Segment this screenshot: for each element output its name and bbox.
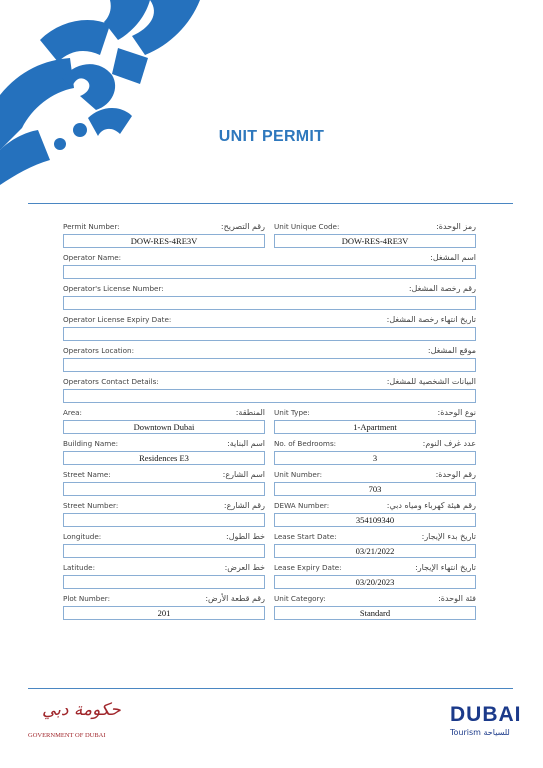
field-label (63, 560, 265, 575)
label-ar: رقم الوحدة: (435, 470, 476, 479)
form-row (63, 405, 476, 436)
footer-divider (28, 688, 513, 689)
field-left (63, 436, 265, 465)
field-value (63, 544, 265, 558)
label-ar: موقع المشغل: (427, 346, 476, 355)
dubai-logo-tourism: Tourism للسياحة (450, 728, 510, 737)
label-ar: تاريخ بدء الإيجار: (421, 532, 476, 541)
field-right (274, 467, 476, 496)
field-label (274, 560, 476, 575)
field-value: Downtown Dubai (63, 420, 265, 434)
field-value (63, 265, 476, 279)
page-title: UNIT PERMIT (218, 128, 325, 145)
dubai-calligraphy-logo-icon (0, 0, 200, 190)
label-ar: نوع الوحدة: (437, 408, 476, 417)
label-ar: رقم هيئة كهرباء ومياه دبي: (386, 501, 476, 510)
label-ar: المنطقة: (235, 408, 265, 417)
label-en: Operator License Expiry Date: (63, 315, 172, 324)
field-label (274, 467, 476, 482)
label-ar: اسم المشغل: (430, 253, 476, 262)
field-left (63, 498, 265, 527)
field-right (274, 560, 476, 589)
form-row (63, 436, 476, 467)
field-label (274, 498, 476, 513)
form-row (63, 560, 476, 591)
form-row (63, 529, 476, 560)
label-ar: رقم رخصة المشغل: (408, 284, 476, 293)
field-value: 201 (63, 606, 265, 620)
label-ar: رمز الوحدة: (436, 222, 476, 231)
label-en: Plot Number: (63, 594, 110, 603)
label-ar: رقم قطعة الأرض: (205, 594, 265, 603)
dubai-logo-word: DUBAI (450, 703, 522, 726)
form-row (63, 467, 476, 498)
field-full (63, 281, 476, 310)
field-label (63, 343, 476, 358)
field-value (63, 575, 265, 589)
form-row (63, 312, 476, 343)
label-ar: عدد غرف النوم: (422, 439, 476, 448)
form-row (63, 343, 476, 374)
field-left (63, 467, 265, 496)
label-en: Unit Type: (274, 408, 310, 417)
field-label (63, 498, 265, 513)
field-label (63, 591, 265, 606)
form-row (63, 219, 476, 250)
label-en: Area: (63, 408, 82, 417)
label-ar: اسم البناية: (227, 439, 265, 448)
label-ar: فئة الوحدة: (438, 594, 476, 603)
label-ar: رقم الشارع: (223, 501, 265, 510)
label-en: Longitude: (63, 532, 102, 541)
label-en: Unit Unique Code: (274, 222, 340, 231)
label-en: Lease Start Date: (274, 532, 337, 541)
field-left (63, 591, 265, 620)
field-left (63, 405, 265, 434)
label-en: Latitude: (63, 563, 96, 572)
field-right (274, 591, 476, 620)
field-value: 354109340 (274, 513, 476, 527)
field-value (63, 389, 476, 403)
label-ar: تاريخ انتهاء الإيجار: (415, 563, 476, 572)
field-right (274, 436, 476, 465)
field-right (274, 405, 476, 434)
field-full (63, 312, 476, 341)
field-right (274, 219, 476, 248)
label-en: Operator Name: (63, 253, 122, 262)
field-full (63, 250, 476, 279)
field-value: 703 (274, 482, 476, 496)
field-value: Standard (274, 606, 476, 620)
label-en: Permit Number: (63, 222, 120, 231)
field-right (274, 529, 476, 558)
field-label (63, 405, 265, 420)
form-row (63, 498, 476, 529)
label-en: Unit Category: (274, 594, 326, 603)
field-value (63, 482, 265, 496)
field-label (274, 591, 476, 606)
field-full (63, 374, 476, 403)
gov-logo-text: GOVERNMENT OF DUBAI (28, 732, 106, 739)
form-row (63, 591, 476, 622)
field-value: 3 (274, 451, 476, 465)
label-ar: البيانات الشخصية للمشغل: (386, 377, 476, 386)
dubai-tourism-logo-icon (450, 703, 520, 745)
field-label (274, 219, 476, 234)
form-row (63, 374, 476, 405)
label-ar: خط الطول: (226, 532, 265, 541)
field-label (63, 250, 476, 265)
field-value: 03/20/2023 (274, 575, 476, 589)
label-en: Operators Contact Details: (63, 377, 159, 386)
field-label (63, 374, 476, 389)
field-label (63, 436, 265, 451)
label-en: No. of Bedrooms: (274, 439, 337, 448)
field-value (63, 327, 476, 341)
field-left (63, 219, 265, 248)
field-label (63, 529, 265, 544)
permit-form (63, 219, 476, 622)
field-left (63, 560, 265, 589)
field-label (63, 219, 265, 234)
form-row (63, 281, 476, 312)
label-ar: رقم التصريح: (220, 222, 265, 231)
field-value: 1-Apartment (274, 420, 476, 434)
field-label (63, 312, 476, 327)
field-value: 03/21/2022 (274, 544, 476, 558)
field-value (63, 513, 265, 527)
field-value: Residences E3 (63, 451, 265, 465)
field-right (274, 498, 476, 527)
field-label (274, 436, 476, 451)
field-label (63, 281, 476, 296)
label-ar: اسم الشارع: (222, 470, 265, 479)
field-value: DOW-RES-4RE3V (274, 234, 476, 248)
gov-logo-script: حكومة دبي (42, 700, 121, 720)
label-en: Operators Location: (63, 346, 135, 355)
label-en: Lease Expiry Date: (274, 563, 342, 572)
label-en: Building Name: (63, 439, 119, 448)
label-en: Unit Number: (274, 470, 323, 479)
label-ar: تاريخ انتهاء رخصة المشغل: (386, 315, 476, 324)
label-en: Street Number: (63, 501, 119, 510)
field-left (63, 529, 265, 558)
field-label (63, 467, 265, 482)
government-of-dubai-logo-icon (28, 700, 128, 748)
field-full (63, 343, 476, 372)
label-en: Street Name: (63, 470, 111, 479)
field-value (63, 358, 476, 372)
form-row (63, 250, 476, 281)
field-label (274, 405, 476, 420)
label-en: DEWA Number: (274, 501, 330, 510)
label-ar: خط العرض: (224, 563, 265, 572)
field-label (274, 529, 476, 544)
header-divider (28, 203, 513, 204)
field-value (63, 296, 476, 310)
field-value: DOW-RES-4RE3V (63, 234, 265, 248)
label-en: Operator's License Number: (63, 284, 164, 293)
